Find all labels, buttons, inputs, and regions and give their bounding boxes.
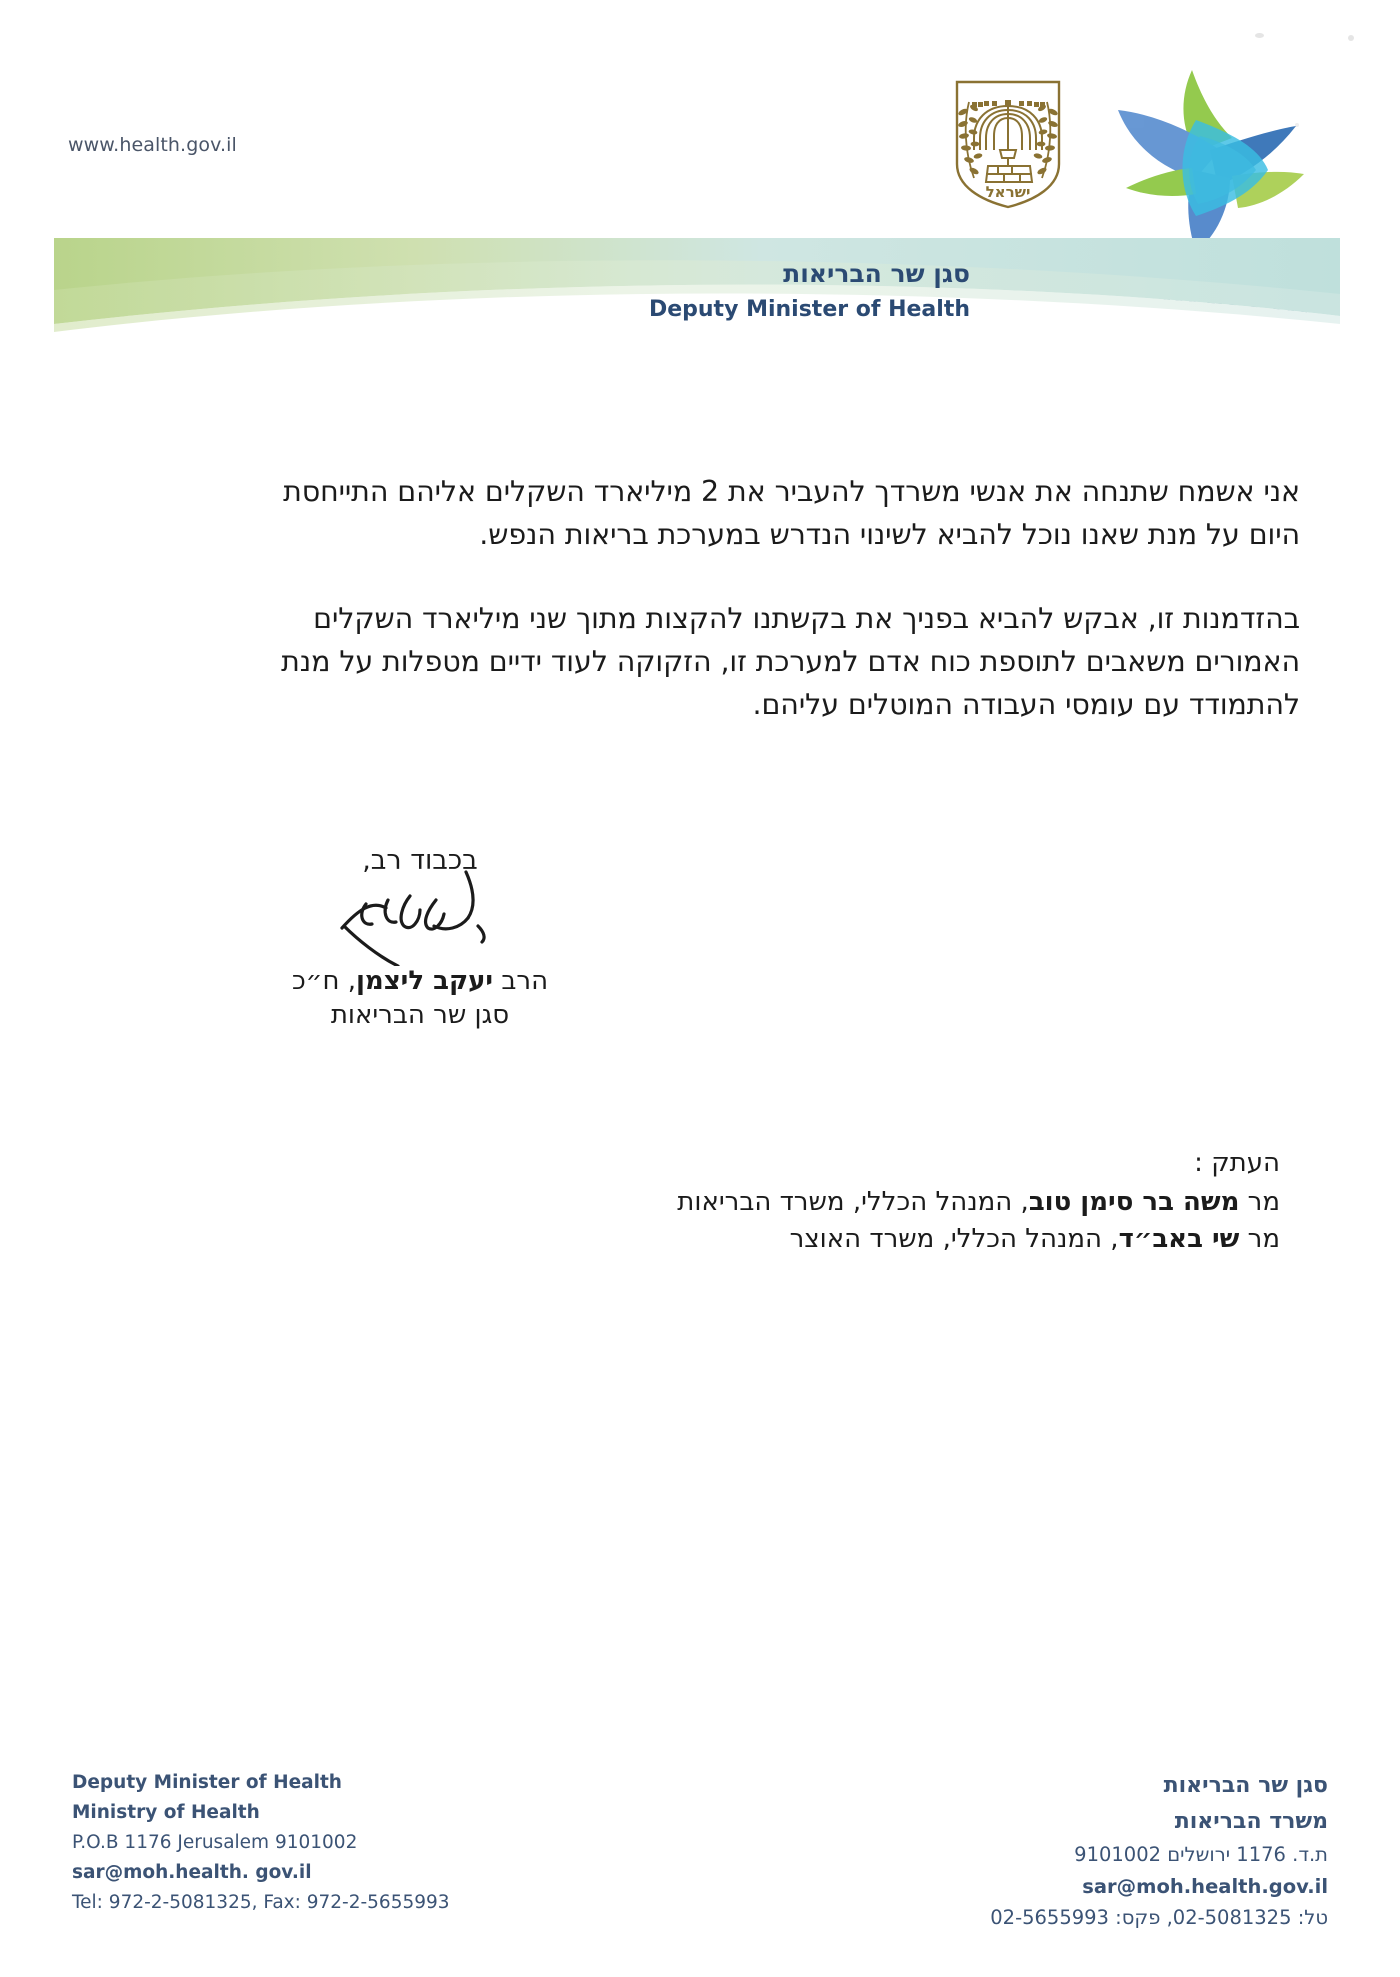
footer-en-address: P.O.B 1176 Jerusalem 9101002 xyxy=(72,1831,358,1853)
emblem-caption: ישראל xyxy=(985,183,1031,201)
cc-entry xyxy=(460,1221,1280,1258)
footer-he-email[interactable]: sar@moh.health.gov.il xyxy=(1082,1874,1328,1898)
cc-label: העתק : xyxy=(1194,1148,1280,1178)
pinwheel-star-icon xyxy=(1100,66,1310,256)
footer-en-role: Deputy Minister of Health xyxy=(72,1772,342,1793)
scan-artifact xyxy=(1348,35,1354,41)
footer-english xyxy=(72,1768,450,1918)
footer-he-role: סגן שר הבריאות xyxy=(1163,1773,1328,1798)
scan-artifact xyxy=(1255,33,1264,38)
signer-name-prefix: הרב xyxy=(493,966,549,996)
body-paragraph: אני אשמח שתנחה את אנשי משרדך להעביר את 2 מיליארד השקלים אליהם התייחסת היום על מנת שאנו נוכל להביא לשינוי הנדרש במערכת בריאות הנפש. xyxy=(283,475,1300,552)
header-title-block xyxy=(620,258,970,325)
footer-he-org: משרד הבריאות xyxy=(1174,1808,1328,1834)
cc-entry-prefix: מר xyxy=(1239,1223,1280,1254)
signer-name-suffix: , ח״כ xyxy=(291,966,356,996)
cc-entry-name: משה בר סימן טוב xyxy=(1028,1187,1240,1217)
website-url: www.health.gov.il xyxy=(68,134,237,156)
cc-entry-prefix: מר xyxy=(1239,1187,1280,1217)
header-title-hebrew: סגן שר הבריאות xyxy=(783,259,970,288)
cc-entry-suffix: , המנהל הכללי, משרד האוצר xyxy=(789,1223,1119,1254)
footer-en-org: Ministry of Health xyxy=(72,1801,260,1823)
closing-salutation: בכבוד רב, xyxy=(362,845,478,876)
signer-role: סגן שר הבריאות xyxy=(330,1000,510,1030)
cc-entry xyxy=(460,1184,1280,1221)
cc-entry-suffix: , המנהל הכללי, משרד הבריאות xyxy=(677,1187,1029,1217)
footer-en-email[interactable]: sar@moh.health. gov.il xyxy=(72,1861,312,1883)
footer-hebrew xyxy=(990,1768,1328,1934)
signature-block xyxy=(210,845,630,1030)
header-title-english: Deputy Minister of Health xyxy=(648,297,970,323)
handwritten-signature xyxy=(210,880,630,964)
footer-he-address: ת.ד. 1176 ירושלים 9101002 xyxy=(1074,1843,1328,1867)
signer-name xyxy=(210,966,630,996)
israel-state-emblem-icon xyxy=(952,78,1064,210)
footer-he-phone: טל: 02-5081325, פקס: 02-5655993 xyxy=(990,1906,1328,1930)
body-paragraph: בהזדמנות זו, אבקש להביא בפניך את בקשתנו להקצות מתוך שני מיליארד השקלים האמורים משאבים לתוספת כוח אדם למערכת זו, הזקוקה לעוד ידיים מטפלות על מנת להתמודד עם עומסי העבודה המוטלים עליהם. xyxy=(281,601,1300,722)
letter-body xyxy=(280,470,1300,767)
cc-entry-name: שי באב״ד xyxy=(1118,1223,1240,1254)
signer-name-bold: יעקב ליצמן xyxy=(355,966,494,996)
footer-en-phone: Tel: 972-2-5081325, Fax: 972-2-5655993 xyxy=(72,1891,450,1913)
cc-block xyxy=(460,1148,1280,1258)
